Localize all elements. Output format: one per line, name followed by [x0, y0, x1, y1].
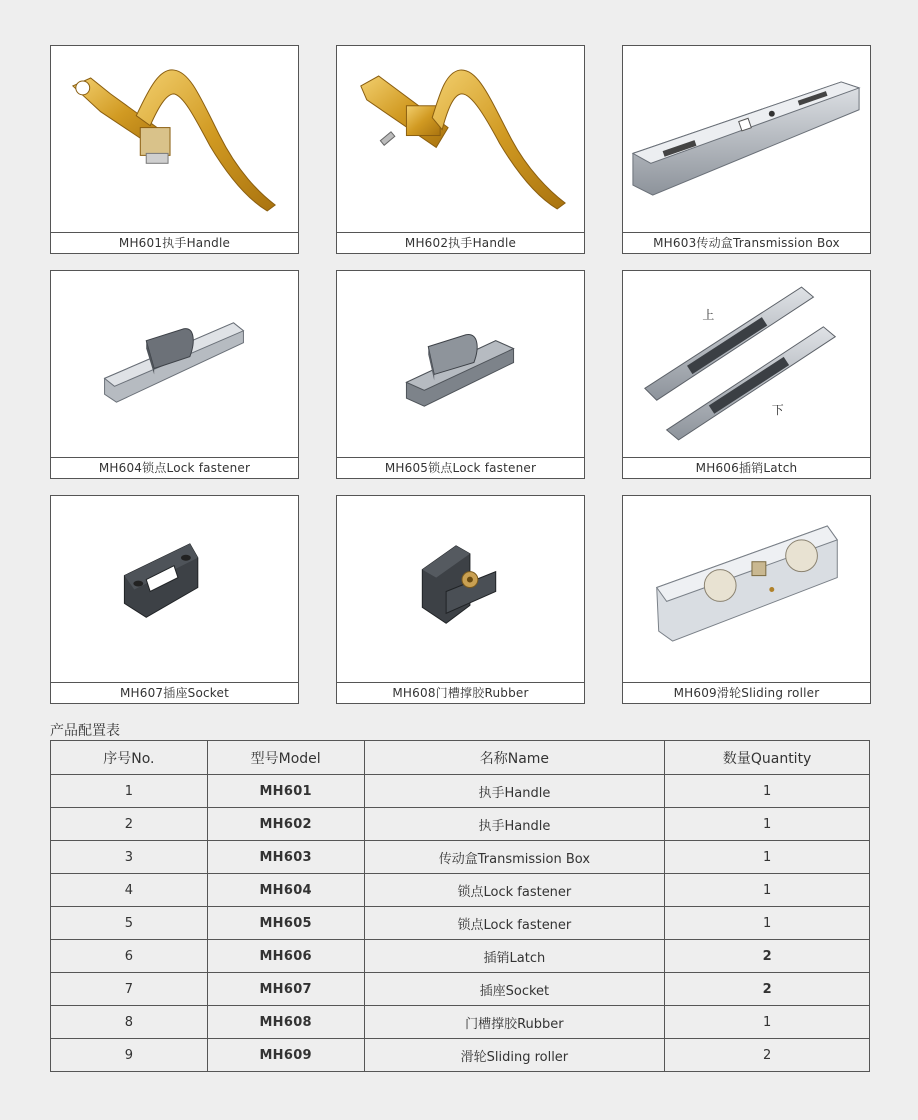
product-card-mh604 [50, 270, 299, 479]
product-caption: MH604锁点Lock fastener [51, 457, 298, 478]
header-quantity: 数量Quantity [665, 741, 870, 775]
table-title: 产品配置表 [50, 723, 120, 739]
product-caption: MH608门槽撑胶Rubber [337, 682, 584, 703]
table-row [51, 940, 870, 973]
table-row [51, 775, 870, 808]
product-card-mh606 [622, 270, 871, 479]
latch-label-top: 上 [702, 307, 715, 322]
product-caption: MH603传动盒Transmission Box [623, 232, 870, 253]
product-caption: MH609滑轮Sliding roller [623, 682, 870, 703]
latch-label-bottom: 下 [771, 403, 784, 418]
gold-handle-with-spindle-icon [337, 46, 584, 233]
cell-name: 插座Socket [364, 973, 665, 1006]
product-card-mh605 [336, 270, 585, 479]
cell-quantity: 2 [665, 973, 870, 1006]
product-card-mh607 [50, 495, 299, 704]
cell-no: 5 [51, 907, 208, 940]
table-row [51, 874, 870, 907]
product-caption: MH602执手Handle [337, 232, 584, 253]
table-row [51, 841, 870, 874]
cell-model: MH603 [207, 841, 364, 874]
product-grid [50, 45, 871, 704]
cell-name: 传动盒Transmission Box [364, 841, 665, 874]
cell-model: MH607 [207, 973, 364, 1006]
table-header-row [51, 741, 870, 775]
cell-quantity: 2 [665, 1039, 870, 1072]
cell-quantity: 1 [665, 808, 870, 841]
cell-quantity: 1 [665, 907, 870, 940]
product-card-mh608 [336, 495, 585, 704]
table-row [51, 1006, 870, 1039]
cell-name: 锁点Lock fastener [364, 907, 665, 940]
transmission-box-icon [623, 46, 870, 233]
product-config-table [50, 740, 870, 1072]
cell-model: MH604 [207, 874, 364, 907]
product-card-mh601 [50, 45, 299, 254]
cell-model: MH609 [207, 1039, 364, 1072]
cell-no: 7 [51, 973, 208, 1006]
cell-model: MH601 [207, 775, 364, 808]
cell-name: 门槽撑胶Rubber [364, 1006, 665, 1039]
cell-no: 8 [51, 1006, 208, 1039]
cell-name: 锁点Lock fastener [364, 874, 665, 907]
cell-no: 9 [51, 1039, 208, 1072]
product-caption: MH606插销Latch [623, 457, 870, 478]
cell-no: 6 [51, 940, 208, 973]
cell-no: 4 [51, 874, 208, 907]
cell-quantity: 1 [665, 841, 870, 874]
product-caption: MH607插座Socket [51, 682, 298, 703]
cell-quantity: 2 [665, 940, 870, 973]
table-row [51, 907, 870, 940]
product-card-mh602 [336, 45, 585, 254]
rubber-support-icon [337, 496, 584, 683]
cell-quantity: 1 [665, 775, 870, 808]
cell-name: 插销Latch [364, 940, 665, 973]
cell-name: 滑轮Sliding roller [364, 1039, 665, 1072]
cell-model: MH606 [207, 940, 364, 973]
cell-model: MH602 [207, 808, 364, 841]
cell-name: 执手Handle [364, 775, 665, 808]
cell-no: 3 [51, 841, 208, 874]
gold-handle-icon [51, 46, 298, 233]
product-caption: MH605锁点Lock fastener [337, 457, 584, 478]
lock-fastener-icon [337, 271, 584, 458]
socket-icon [51, 496, 298, 683]
cell-no: 1 [51, 775, 208, 808]
cell-quantity: 1 [665, 874, 870, 907]
cell-no: 2 [51, 808, 208, 841]
cell-name: 执手Handle [364, 808, 665, 841]
header-no: 序号No. [51, 741, 208, 775]
table-row [51, 808, 870, 841]
sliding-roller-icon [623, 496, 870, 683]
product-card-mh609 [622, 495, 871, 704]
cell-model: MH605 [207, 907, 364, 940]
product-card-mh603 [622, 45, 871, 254]
product-caption: MH601执手Handle [51, 232, 298, 253]
cell-quantity: 1 [665, 1006, 870, 1039]
table-row [51, 973, 870, 1006]
header-name: 名称Name [364, 741, 665, 775]
lock-fastener-icon [51, 271, 298, 458]
cell-model: MH608 [207, 1006, 364, 1039]
header-model: 型号Model [207, 741, 364, 775]
table-row [51, 1039, 870, 1072]
latch-bolts-icon [623, 271, 870, 458]
